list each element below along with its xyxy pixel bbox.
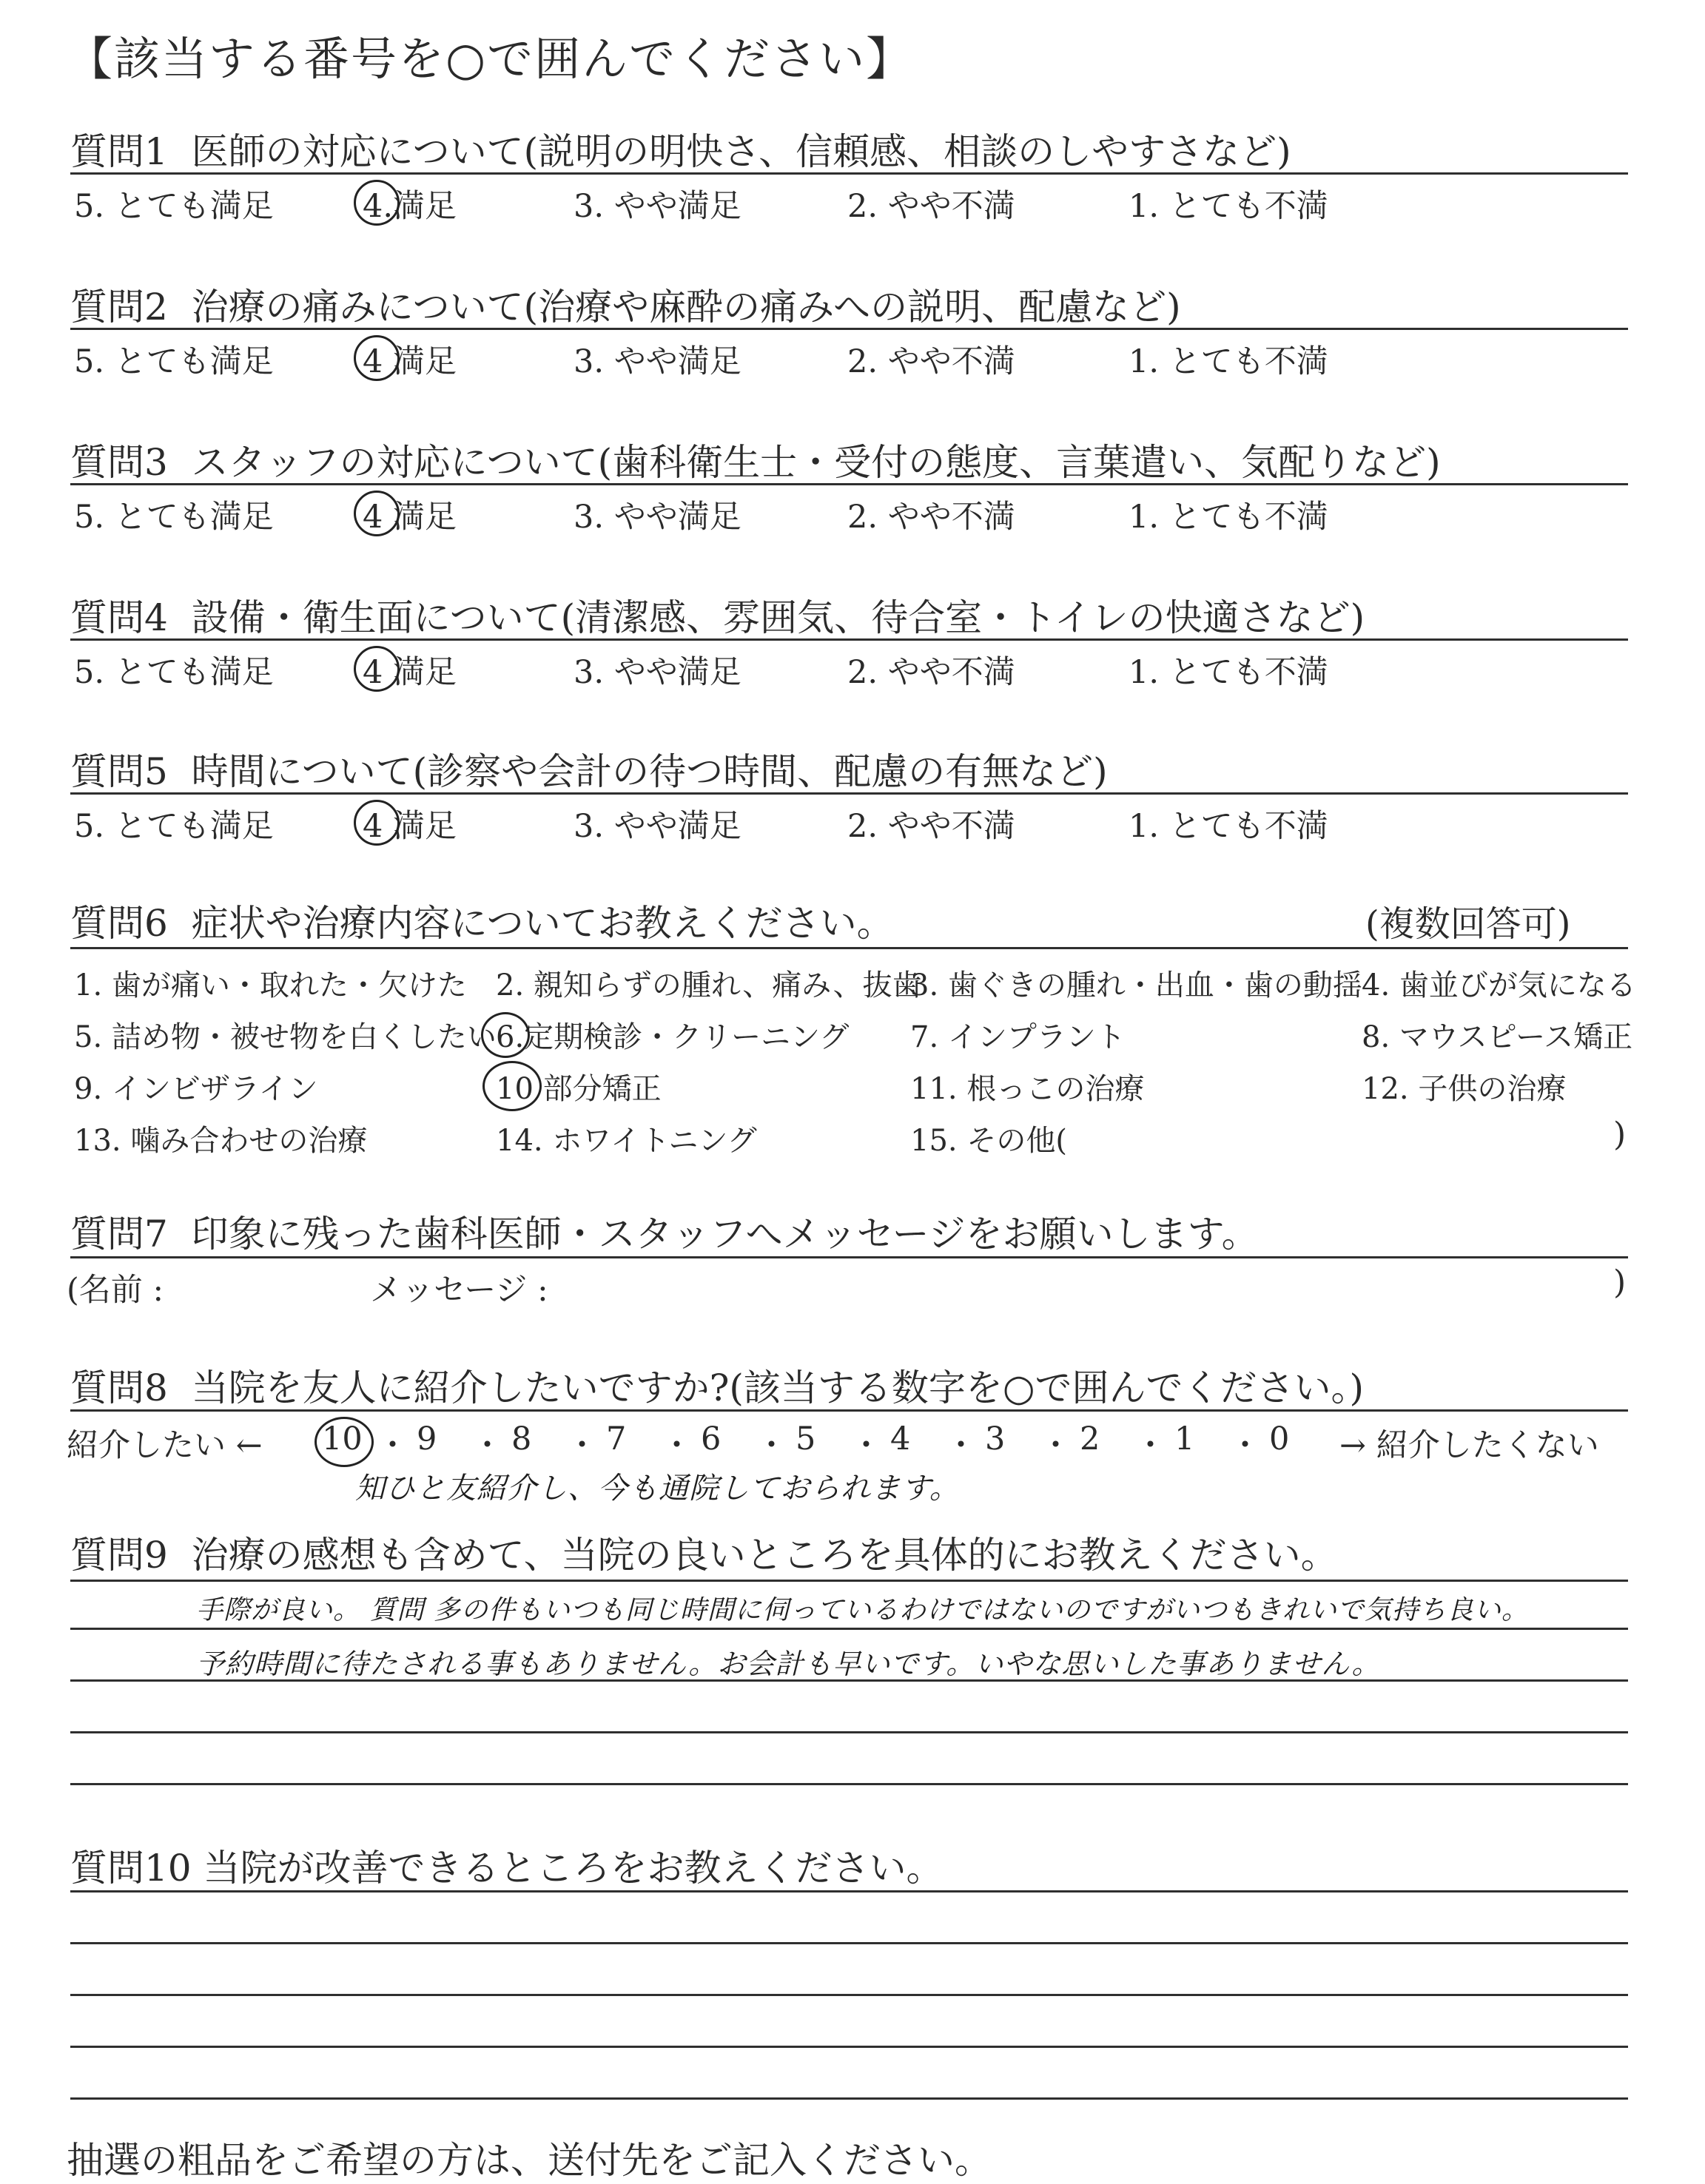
q8-scale-separator: ・ [566, 1427, 598, 1464]
q8-scale-value-9[interactable]: 9 [417, 1420, 437, 1457]
q5-option-1[interactable]: 1. とても不満 [1129, 808, 1328, 845]
q6-option-5[interactable]: 5. 詰め物・被せ物を白くしたい [74, 1020, 497, 1054]
q8-heading [70, 1358, 1364, 1412]
q3-option-2[interactable]: 2. やや不満 [847, 499, 1015, 536]
q9-text: 治療の感想も含めて、当院の良いところを具体的にお教えください。 [191, 1534, 1338, 1577]
q7-text: 印象に残った歯科医師・スタッフへメッセージをお願いします。 [191, 1213, 1259, 1256]
q4-option-3[interactable]: 3. やや満足 [574, 654, 741, 691]
q8-scale-value-0[interactable]: 0 [1269, 1420, 1290, 1457]
q4-circle-4 [354, 646, 400, 692]
q5-circle-4 [354, 800, 400, 846]
q8-scale-separator: ・ [471, 1427, 503, 1464]
q10-text: 当院が改善できるところをお教えください。 [203, 1847, 944, 1890]
q1-heading [70, 122, 1291, 175]
q1-option-5[interactable]: 5. とても満足 [74, 188, 274, 225]
q8-right-label: → 紹介したくない [1339, 1427, 1599, 1464]
q5-option-5[interactable]: 5. とても満足 [74, 808, 274, 845]
q9-rule-1 [70, 1580, 1628, 1582]
q5-option-4[interactable]: 4 満足 [363, 808, 457, 845]
q8-scale-separator: ・ [850, 1427, 882, 1464]
q6-option-2[interactable]: 2. 親知らずの腫れ、痛み、抜歯 [496, 968, 922, 1002]
q6-option-10[interactable]: 10 部分矯正 [496, 1072, 662, 1106]
q1-option-4[interactable]: 4.満足 [363, 188, 457, 225]
q5-option-3[interactable]: 3. やや満足 [574, 808, 741, 845]
q8-scale-value-1[interactable]: 1 [1174, 1420, 1195, 1457]
footer-partial-text: 抽選の粗品をご希望の方は、送付先をご記入ください。 [67, 2139, 992, 2182]
q5-rule [70, 792, 1628, 795]
q6-label: 質問6 [70, 902, 168, 945]
q8-label: 質問8 [70, 1366, 168, 1409]
q9-rule-2 [70, 1628, 1628, 1630]
q10-rule-1 [70, 1890, 1628, 1893]
q3-text: スタッフの対応について(歯科衛生士・受付の態度、言葉遣い、気配りなど) [191, 441, 1441, 484]
q6-text: 症状や治療内容についてお教えください。 [191, 902, 894, 945]
q8-scale-value-10[interactable]: 10 [322, 1420, 363, 1457]
q4-label: 質問4 [70, 596, 168, 639]
q2-label: 質問2 [70, 286, 168, 328]
q6-note: (複数回答可) [1365, 903, 1571, 945]
q4-heading [70, 588, 1365, 641]
q9-handwritten-line-2: 予約時間に待たされる事もありません。お会計も早いです。いやな思いした事ありません。 [196, 1648, 1381, 1680]
q8-circle-10 [315, 1417, 374, 1467]
q6-option-15[interactable]: 15. その他( [910, 1124, 1067, 1158]
q3-label: 質問3 [70, 441, 168, 484]
q6-option-9[interactable]: 9. インビザライン [74, 1072, 318, 1106]
q2-option-3[interactable]: 3. やや満足 [574, 343, 741, 380]
q2-option-2[interactable]: 2. やや不満 [847, 343, 1015, 380]
q6-heading [70, 894, 894, 947]
q8-scale-value-8[interactable]: 8 [511, 1420, 532, 1457]
q2-circle-4 [354, 335, 400, 381]
q6-option-4[interactable]: 4. 歯並びが気になる [1362, 968, 1636, 1002]
q6-rule [70, 947, 1628, 949]
q10-label: 質問10 [70, 1847, 192, 1890]
q7-heading [70, 1204, 1259, 1258]
q9-rule-3 [70, 1679, 1628, 1682]
q4-text: 設備・衛生面について(清潔感、雰囲気、待合室・トイレの快適さなど) [191, 596, 1365, 639]
q3-option-3[interactable]: 3. やや満足 [574, 499, 741, 536]
q7-label: 質問7 [70, 1213, 168, 1256]
q1-option-3[interactable]: 3. やや満足 [574, 188, 741, 225]
q9-handwritten-line-1: 手際が良い。 質問 多の件もいつも同じ時間に伺っているわけではないのですがいつもきれいで気持ち良い。 [196, 1595, 1529, 1625]
q7-message-label[interactable]: メッセージ : [370, 1272, 548, 1309]
q6-option-6[interactable]: 6.定期検診・クリーニング [496, 1020, 850, 1054]
q8-scale-separator: ・ [1040, 1427, 1072, 1464]
q6-option-8[interactable]: 8. マウスピース矯正 [1362, 1020, 1633, 1054]
q3-heading [70, 433, 1441, 486]
q10-rule-3 [70, 1994, 1628, 1996]
q8-scale-value-6[interactable]: 6 [701, 1420, 722, 1457]
q4-option-4[interactable]: 4 満足 [363, 654, 457, 691]
q10-rule-4 [70, 2046, 1628, 2048]
q5-heading [70, 742, 1108, 795]
q9-heading [70, 1526, 1338, 1579]
q8-scale-separator: ・ [756, 1427, 787, 1464]
q6-option-11[interactable]: 11. 根っこの治療 [910, 1072, 1145, 1106]
q4-option-2[interactable]: 2. やや不満 [847, 654, 1015, 691]
q1-rule [70, 172, 1628, 175]
q2-text: 治療の痛みについて(治療や麻酔の痛みへの説明、配慮など) [191, 286, 1181, 328]
q1-option-2[interactable]: 2. やや不満 [847, 188, 1015, 225]
q8-scale-separator: ・ [661, 1427, 693, 1464]
q9-label: 質問9 [70, 1534, 168, 1577]
q10-rule-2 [70, 1942, 1628, 1944]
q3-option-4[interactable]: 4 満足 [363, 499, 457, 536]
q1-text: 医師の対応について(説明の明快さ、信頼感、相談のしやすさなど) [191, 130, 1291, 173]
q6-circle-10 [482, 1061, 542, 1111]
q8-text: 当院を友人に紹介したいですか?(該当する数字を○で囲んでください。) [191, 1366, 1365, 1409]
q7-name-label[interactable]: (名前 : [67, 1272, 164, 1309]
q1-option-1[interactable]: 1. とても不満 [1129, 188, 1328, 225]
q3-rule [70, 483, 1628, 485]
q8-scale-value-2[interactable]: 2 [1080, 1420, 1100, 1457]
q8-scale-value-4[interactable]: 4 [890, 1420, 911, 1457]
q8-scale-value-7[interactable]: 7 [606, 1420, 627, 1457]
q3-option-5[interactable]: 5. とても満足 [74, 499, 274, 536]
q6-option-3[interactable]: 3. 歯ぐきの腫れ・出血・歯の動揺 [910, 968, 1362, 1002]
q7-close-paren: ) [1613, 1264, 1627, 1301]
q10-rule-5 [70, 2097, 1628, 2100]
q10-heading [70, 1838, 944, 1892]
q6-option-7[interactable]: 7. インプラント [910, 1020, 1126, 1054]
q8-scale-separator: ・ [1134, 1427, 1166, 1464]
q4-rule [70, 638, 1628, 641]
q3-option-1[interactable]: 1. とても不満 [1129, 499, 1328, 536]
q2-option-4[interactable]: 4 満足 [363, 343, 457, 380]
q7-rule [70, 1256, 1628, 1258]
page-title: 【該当する番号を○で囲んでください】 [67, 32, 914, 86]
q6-option-12[interactable]: 12. 子供の治療 [1362, 1072, 1567, 1106]
q1-label: 質問1 [70, 130, 168, 173]
q8-handwritten-note: 知ひと友紹介し、今も通院しておられます。 [355, 1472, 960, 1506]
q2-option-1[interactable]: 1. とても不満 [1129, 343, 1328, 380]
q9-rule-4 [70, 1731, 1628, 1733]
q5-option-2[interactable]: 2. やや不満 [847, 808, 1015, 845]
q6-circle-6 [481, 1012, 530, 1058]
q6-option-14[interactable]: 14. ホワイトニング [496, 1124, 757, 1158]
q8-scale-separator: ・ [1229, 1427, 1261, 1464]
q4-option-5[interactable]: 5. とても満足 [74, 654, 274, 691]
q3-circle-4 [354, 491, 400, 536]
q8-rule [70, 1409, 1628, 1412]
q6-other-close-paren: ) [1613, 1116, 1627, 1153]
q2-heading [70, 277, 1181, 331]
q9-rule-5 [70, 1783, 1628, 1785]
q5-text: 時間について(診察や会計の待つ時間、配慮の有無など) [191, 750, 1108, 793]
q8-scale-value-5[interactable]: 5 [796, 1420, 816, 1457]
q8-scale-separator: ・ [945, 1427, 977, 1464]
q5-label: 質問5 [70, 750, 168, 793]
q2-rule [70, 328, 1628, 330]
q1-circle-4 [354, 180, 400, 226]
q2-option-5[interactable]: 5. とても満足 [74, 343, 274, 380]
q8-left-label: 紹介したい ← [67, 1427, 263, 1464]
q6-option-1[interactable]: 1. 歯が痛い・取れた・欠けた [74, 968, 467, 1002]
q4-option-1[interactable]: 1. とても不満 [1129, 654, 1328, 691]
q8-scale-value-3[interactable]: 3 [985, 1420, 1006, 1457]
q8-scale-separator: ・ [377, 1427, 408, 1464]
q6-option-13[interactable]: 13. 噛み合わせの治療 [74, 1124, 368, 1158]
